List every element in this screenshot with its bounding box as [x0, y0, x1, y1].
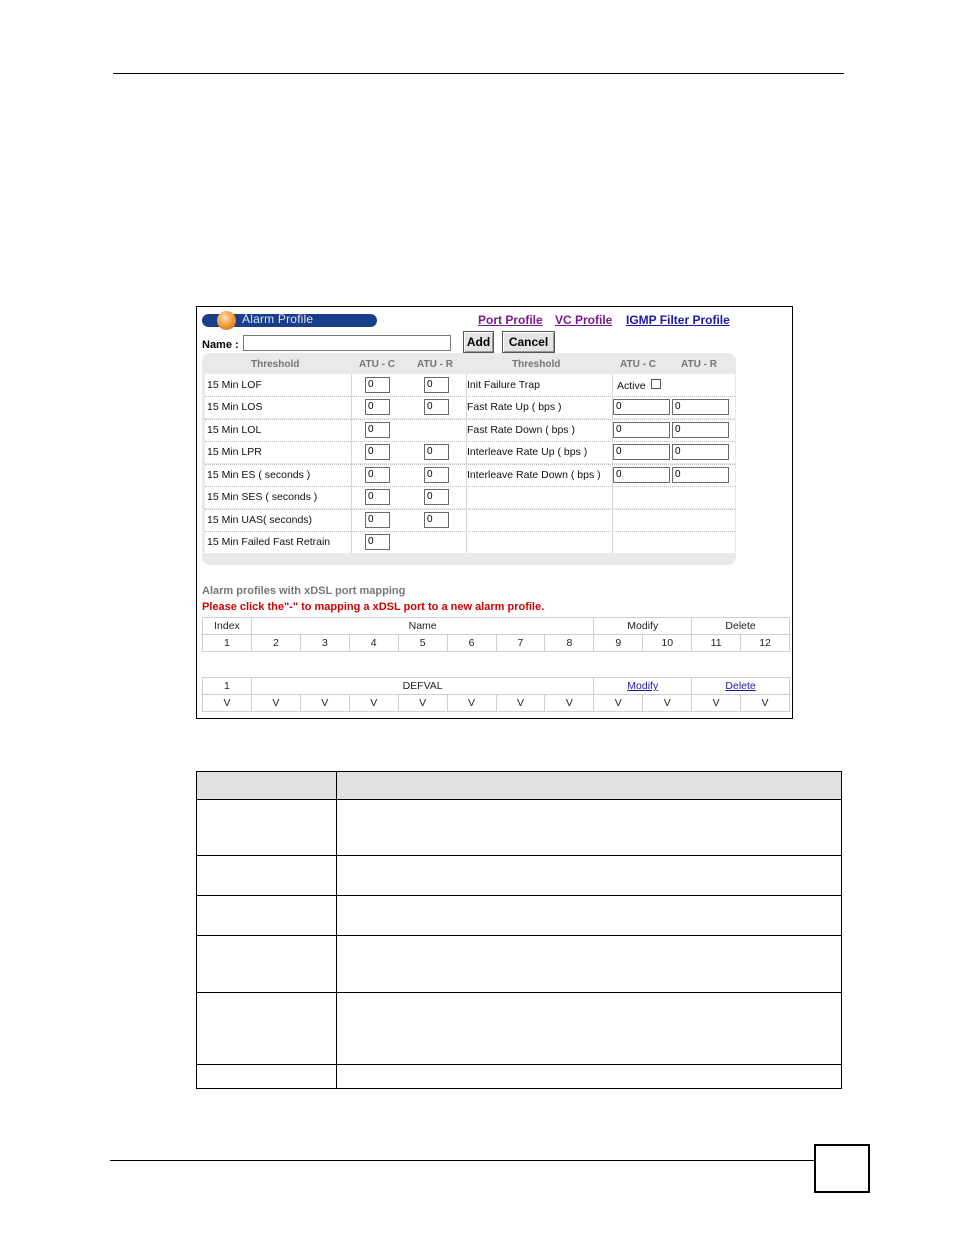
igmp-filter-profile-link[interactable]: IGMP Filter Profile [626, 313, 730, 327]
name-label: Name : [202, 339, 239, 351]
threshold-label: 15 Min Failed Fast Retrain [207, 536, 331, 548]
port-number-cell: 7 [497, 635, 545, 651]
threshold-label: 15 Min UAS( seconds) [207, 514, 313, 526]
table-header-cell [196, 771, 337, 800]
atuc-input[interactable]: 0 [613, 422, 670, 438]
table-cell [336, 799, 842, 856]
atuc-input[interactable]: 0 [365, 422, 390, 438]
atur-input[interactable]: 0 [672, 444, 729, 460]
modify-link[interactable]: Modify [594, 678, 691, 694]
atuc-input[interactable]: 0 [365, 512, 390, 528]
field-description-table [196, 771, 842, 1088]
table-cell [336, 895, 842, 936]
atur-input[interactable]: 0 [424, 399, 449, 415]
column-divider [466, 374, 467, 553]
modify-header: Modify [594, 618, 691, 634]
add-button[interactable]: Add [463, 331, 494, 353]
screen-title: Alarm Profile [242, 312, 314, 326]
port-profile-link[interactable]: Port Profile [478, 313, 543, 327]
active-label: Active [617, 380, 646, 392]
alarm-profile-screen [196, 306, 793, 719]
row-divider [205, 464, 735, 465]
atur-header-left: ATU - R [417, 359, 453, 370]
index-header: Index [203, 618, 251, 634]
atuc-header-left: ATU - C [359, 359, 395, 370]
name-input[interactable] [243, 335, 451, 351]
port-number-cell: 1 [203, 635, 251, 651]
table-cell [336, 935, 842, 993]
delete-link[interactable]: Delete [692, 678, 789, 694]
port-number-cell: 6 [448, 635, 496, 651]
header-rule [113, 73, 844, 74]
atur-input[interactable]: 0 [424, 512, 449, 528]
table-cell [196, 1064, 337, 1089]
port-mapping-cell: V [497, 695, 545, 711]
table-cell [196, 799, 337, 856]
table-cell [196, 855, 337, 896]
port-mapping-cell: V [350, 695, 398, 711]
threshold-label: 15 Min ES ( seconds ) [207, 469, 311, 481]
column-divider [612, 374, 613, 553]
port-number-cell: 10 [643, 635, 691, 651]
port-number-cell: 3 [301, 635, 349, 651]
threshold-label: Fast Rate Down ( bps ) [467, 424, 575, 436]
vc-profile-link[interactable]: VC Profile [555, 313, 613, 327]
table-header-cell [336, 771, 842, 800]
port-mapping-cell: V [252, 695, 300, 711]
name-header: Name [252, 618, 593, 634]
orb-icon [217, 311, 236, 330]
port-mapping-cell: V [399, 695, 447, 711]
threshold-label: Interleave Rate Down ( bps ) [467, 469, 601, 481]
threshold-label: 15 Min LOS [207, 401, 263, 413]
row-divider [205, 531, 735, 532]
atur-input[interactable]: 0 [424, 444, 449, 460]
atuc-input[interactable]: 0 [365, 489, 390, 505]
port-mapping-cell: V [448, 695, 496, 711]
port-number-cell: 8 [545, 635, 593, 651]
table-cell [336, 1064, 842, 1089]
threshold-header-left: Threshold [251, 359, 300, 370]
mapping-instruction: Please click the"-" to mapping a xDSL port to a new alarm profile. [202, 601, 545, 613]
atur-input[interactable]: 0 [424, 489, 449, 505]
threshold-label: 15 Min SES ( seconds ) [207, 491, 318, 503]
table-cell [196, 992, 337, 1065]
atuc-header-right: ATU - C [620, 359, 656, 370]
atur-input[interactable]: 0 [672, 422, 729, 438]
table-cell [196, 895, 337, 936]
atur-input[interactable]: 0 [424, 467, 449, 483]
atur-header-right: ATU - R [681, 359, 717, 370]
column-divider [351, 374, 352, 553]
threshold-label: 15 Min LPR [207, 446, 262, 458]
atur-input[interactable]: 0 [672, 399, 729, 415]
atuc-input[interactable]: 0 [365, 444, 390, 460]
atuc-input[interactable]: 0 [365, 467, 390, 483]
atur-input[interactable]: 0 [672, 467, 729, 483]
port-number-cell: 12 [741, 635, 789, 651]
mapping-table-header [202, 617, 790, 652]
atuc-input[interactable]: 0 [365, 377, 390, 393]
row-divider [205, 486, 735, 487]
port-mapping-cell: V [203, 695, 251, 711]
delete-header: Delete [692, 618, 789, 634]
row-divider [205, 509, 735, 510]
page-number-box [814, 1144, 870, 1193]
table-cell [336, 855, 842, 896]
table-cell [336, 992, 842, 1065]
table-cell [196, 935, 337, 993]
threshold-header-right: Threshold [512, 359, 561, 370]
mapping-table-profile [202, 677, 790, 712]
port-mapping-cell: V [545, 695, 593, 711]
profile-index: 1 [203, 678, 251, 694]
profile-name: DEFVAL [252, 678, 593, 694]
port-mapping-cell: V [643, 695, 691, 711]
threshold-label: 15 Min LOL [207, 424, 262, 436]
port-mapping-cell: V [692, 695, 740, 711]
threshold-label: Init Failure Trap [467, 379, 540, 391]
port-mapping-cell: V [594, 695, 642, 711]
port-mapping-cell: V [741, 695, 789, 711]
row-divider [205, 396, 735, 397]
port-number-cell: 9 [594, 635, 642, 651]
atuc-input[interactable]: 0 [613, 444, 670, 460]
threshold-label: Interleave Rate Up ( bps ) [467, 446, 588, 458]
threshold-label: Fast Rate Up ( bps ) [467, 401, 562, 413]
cancel-button[interactable]: Cancel [502, 331, 555, 353]
port-number-cell: 11 [692, 635, 740, 651]
atuc-input[interactable]: 0 [365, 399, 390, 415]
row-divider [205, 441, 735, 442]
footer-rule [110, 1160, 815, 1161]
mapping-heading: Alarm profiles with xDSL port mapping [202, 585, 406, 597]
port-number-cell: 2 [252, 635, 300, 651]
threshold-label: 15 Min LOF [207, 379, 262, 391]
active-checkbox[interactable] [651, 379, 661, 389]
atuc-input[interactable]: 0 [613, 399, 670, 415]
row-divider [205, 419, 735, 420]
atur-input[interactable]: 0 [424, 377, 449, 393]
atuc-input[interactable]: 0 [365, 534, 390, 550]
port-number-cell: 5 [399, 635, 447, 651]
port-number-cell: 4 [350, 635, 398, 651]
port-mapping-cell: V [301, 695, 349, 711]
atuc-input[interactable]: 0 [613, 467, 670, 483]
